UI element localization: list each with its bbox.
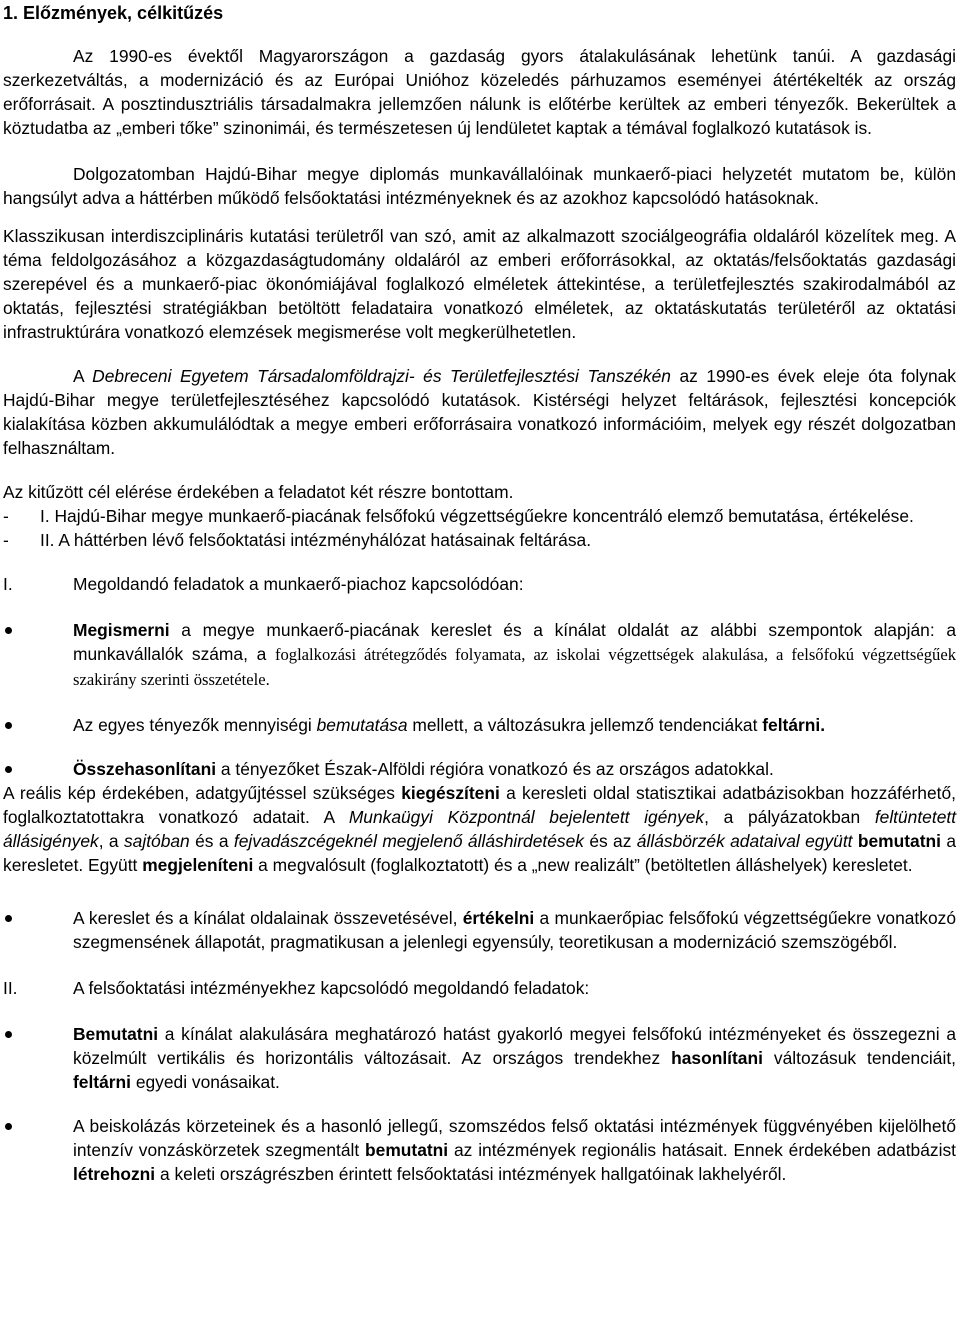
text-run: az intézmények regionális hatásait. Ennek érdekében adatbázist xyxy=(448,1140,956,1160)
text-run: A xyxy=(73,366,93,386)
paragraph-thesis-scope: Dolgozatomban Hajdú-Bihar megye diplomás munkavállalóinak munkaerő-piaci helyzetét mutatom be, külön hangsúlyt adva a háttérben működő felsőoktatási intézményeknek és az azokhoz kapcsolódó hatásoknak. xyxy=(3,164,956,208)
dash-marker: - xyxy=(3,506,9,526)
text-run: Munkaügyi Központnál bejelentett igények xyxy=(348,807,705,827)
text-run: a megye munkaerő-piacának kereslet és a kínálat oldalát az alábbi szempontok alapján: a munkavállalók száma, a xyxy=(73,620,956,664)
text-run: sajtóban xyxy=(123,831,190,851)
keyword: létrehozni xyxy=(73,1164,156,1184)
bullet-item-osszehasonlitani xyxy=(3,757,956,781)
paragraph-goal: Az kitűzött cél elérése érdekében a feladatot két részre bontottam. xyxy=(3,482,514,502)
text-run: Az egyes tényezők mennyiségi xyxy=(73,715,317,735)
text-run: fejvadászcégeknél megjelenő álláshirdetések xyxy=(233,831,584,851)
list-item xyxy=(3,528,956,552)
text-run: a keresletet. Együtt xyxy=(3,831,956,875)
text-run: a tényezőket Észak-Alföldi régióra vonatkozó és az országos adatokkal. xyxy=(216,759,774,779)
list-item-text: I. Hajdú-Bihar megye munkaerő-piacának felsőfokú végzettségűekre koncentráló elemző bemutatása, értékelése. xyxy=(40,506,914,526)
keyword: Összehasonlítani xyxy=(73,759,217,779)
list-item xyxy=(3,504,956,528)
bullet-icon xyxy=(5,915,12,922)
keyword: kiegészíteni xyxy=(401,783,500,803)
text-run: foglalkozási átrétegződés folyamata, az iskolai végzettségek alakulása, a felsőfokú végzettségűek szakirány szerinti összetétele. xyxy=(73,645,956,689)
text-run: és az xyxy=(583,831,637,851)
list-item-text: II. A háttérben lévő felsőoktatási intézményhálózat hatásainak feltárása. xyxy=(40,530,592,550)
subsection-title: A felsőoktatási intézményekhez kapcsolódó megoldandó feladatok: xyxy=(73,978,590,998)
bullet-item-ertekelni xyxy=(3,906,956,954)
keyword: hasonlítani xyxy=(671,1048,763,1068)
keyword: megjeleníteni xyxy=(142,855,254,875)
bullet-icon xyxy=(5,1031,12,1038)
keyword: feltárni. xyxy=(762,715,826,735)
text-run: és a xyxy=(189,831,234,851)
bullet-icon xyxy=(5,766,12,773)
roman-numeral: II. xyxy=(3,978,18,998)
subsection-title: Megoldandó feladatok a munkaerő-piachoz kapcsolódóan: xyxy=(73,574,524,594)
paragraph-demand-data xyxy=(3,781,956,877)
text-run: , a xyxy=(98,831,124,851)
text-run: A kereslet és a kínálat oldalainak összevetésével, xyxy=(73,908,463,928)
text-run: a keleti országrészben érintett felsőoktatási intézmények hallgatóinak lakhelyéről. xyxy=(155,1164,787,1184)
subsection-heading-2 xyxy=(3,976,956,1000)
bullet-icon xyxy=(5,1123,12,1130)
paragraph-intro: Az 1990-es évektől Magyarországon a gazdaság gyors átalakulásának lehetünk tanúi. A gazdasági szerkezetváltás, a modernizáció és az Európai Unióhoz közeledés párhuzamos eseményei átértékelték az ország erőforrásait. A posztindusztriális társadalmakra jellemzően nálunk is előtérbe kerültek az emberi tényezők. Bekerültek a köztudatba az „emberi tőke” szinonimái, és természetesen új lendületet kaptak a témával foglalkozó kutatások is. xyxy=(3,46,956,138)
text-run: a megvalósult (foglalkoztatott) és a „new realizált” (betöltetlen álláshelyek) keresletet. xyxy=(253,855,913,875)
text-run: feltüntetett állásigények xyxy=(3,807,957,851)
text-run: a kínálat alakulására meghatározó hatást gyakorló megyei felsőfokú intézményeket és összegezni a közelmúlt vertikális és horizontális változásait. Az országos trendekhez xyxy=(73,1024,956,1068)
text-run: mellett, a változásukra jellemző tendenciákat xyxy=(407,715,763,735)
bullet-item-beiskolazas xyxy=(3,1114,956,1186)
keyword: bemutatni xyxy=(857,831,941,851)
department-name: Debreceni Egyetem Társadalomföldrajzi- és Területfejlesztési Tanszékén xyxy=(92,366,671,386)
bullet-item-bemutatni xyxy=(3,1022,956,1094)
text-run: állásbörzék adataival együtt xyxy=(636,831,853,851)
bullet-item-bemutatas xyxy=(3,713,956,737)
text-run: bemutatása xyxy=(316,715,408,735)
text-run: A reális kép érdekében, adatgyűjtéssel szükséges xyxy=(3,783,402,803)
text-run: a munkaerőpiac felsőfokú végzettségűekre vonatkozó szegmensének állapotát, pragmatikusan a jelenlegi egyensúly, teoretikusan a modernizáció szemszögéből. xyxy=(73,908,956,952)
keyword: feltárni xyxy=(73,1072,131,1092)
text-run: az 1990-es évek eleje óta folynak Hajdú-Bihar megye területfejlesztéséhez kapcsolódó kutatások. Kistérségi helyzet feltárások, fejlesztési koncepciók kialakítása közben akkumulálódtak a megye emberi erőforrásaira vonatkozó információim, melyek egy részét dolgozatban felhasználtam. xyxy=(3,366,956,458)
keyword: Bemutatni xyxy=(73,1024,159,1044)
text-run: egyedi vonásaikat. xyxy=(130,1072,280,1092)
bullet-icon xyxy=(5,722,12,729)
text-run: a keresleti oldal statisztikai adatbázisokban hozzáférhető, foglalkoztatottakra vonatkozó adatait. A xyxy=(3,783,956,827)
document-page xyxy=(3,0,956,1186)
dash-marker: - xyxy=(3,530,9,550)
paragraph-methodology: Klasszikusan interdiszciplináris kutatási területről van szó, amit az alkalmazott szociálgeográfia oldaláról közelítek meg. A téma feldolgozásához a közgazdaságtudomány oldaláról az emberi erőforrásokkal, az oktatás/felsőoktatás gazdasági szerepével és a munkaerő-piac ökonómiájával foglalkozó elméletek áttekintése, a területfejlesztés szakirodalmából az oktatás, fejlesztési stratégiákban betöltött feladataira vonatkozó elméletek, az oktatáskutatás területéről az oktatási infrastruktúrára vonatkozó elemzések megismerése volt megkerülhetetlen. xyxy=(3,226,956,342)
text-run: A beiskolázás körzeteinek és a hasonló jellegű, szomszédos felső oktatási intézmények függvényében kijelölhető intenzív vonzáskörzetek szegmentált xyxy=(73,1116,956,1160)
text-run: , a pályázatokban xyxy=(704,807,875,827)
paragraph-department xyxy=(3,364,956,460)
roman-numeral: I. xyxy=(3,574,13,594)
bullet-item-megismerni xyxy=(3,618,956,692)
keyword: értékelni xyxy=(462,908,535,928)
text-run: változásuk tendenciáit, xyxy=(762,1048,956,1068)
keyword: Megismerni xyxy=(73,620,170,640)
subsection-heading-1 xyxy=(3,572,956,596)
bullet-icon xyxy=(5,627,12,634)
section-heading: 1. Előzmények, célkitűzés xyxy=(3,3,224,23)
keyword: bemutatni xyxy=(365,1140,449,1160)
